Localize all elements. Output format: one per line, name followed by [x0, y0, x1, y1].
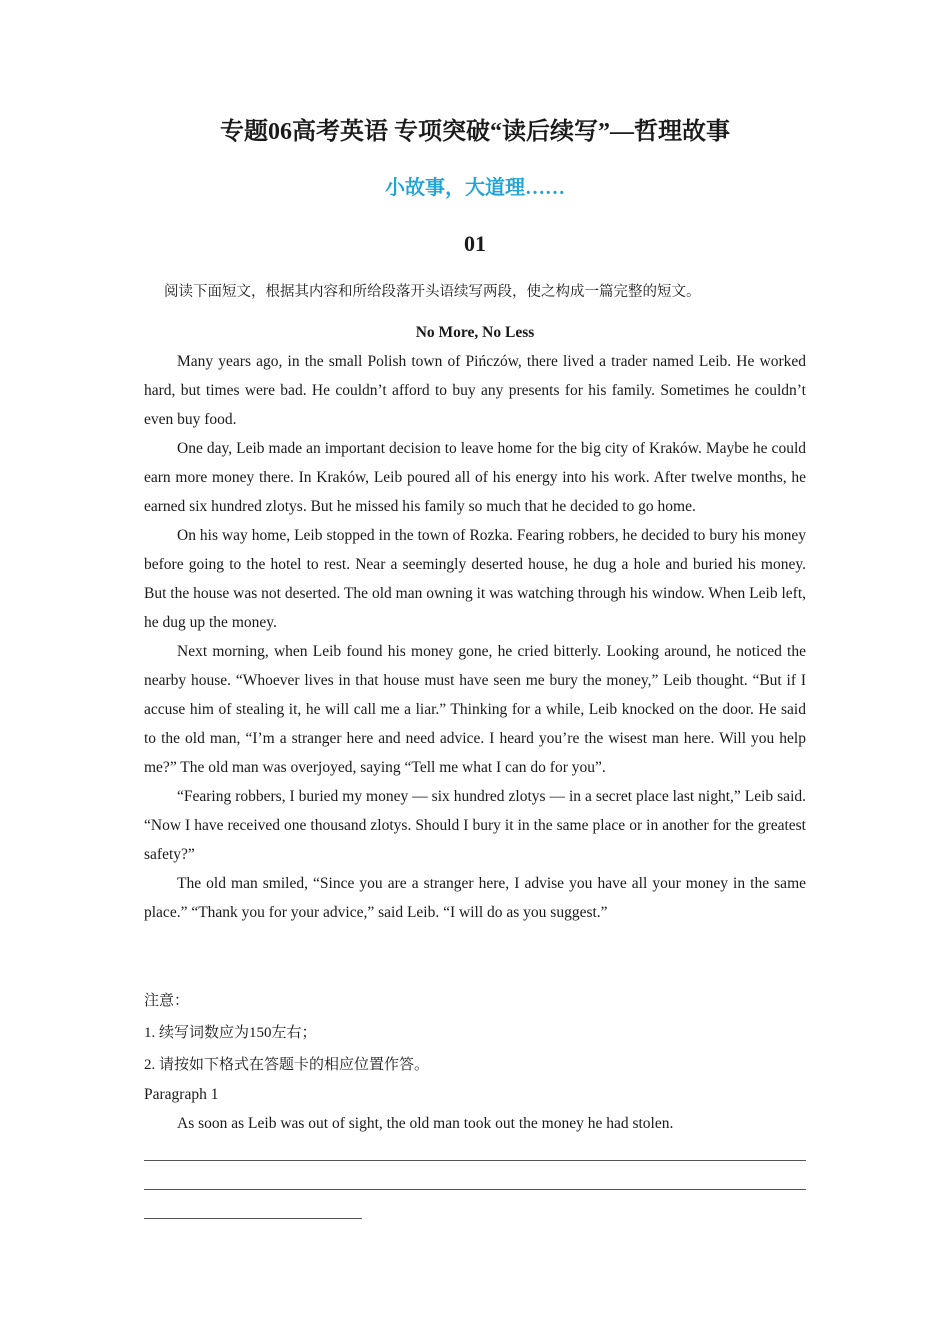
notes-heading: 注意：	[144, 993, 190, 1009]
answer-line	[144, 1218, 362, 1219]
answer-line	[144, 1160, 806, 1161]
note-item: 1. 续写词数应为150左右；	[144, 1025, 317, 1041]
note-item: 2. 请按如下格式在答题卡的相应位置作答。	[144, 1057, 430, 1073]
story-paragraph: “Fearing robbers, I buried my money — six hundred zlotys — in a secret place last night,” Leib said. “Now I have received one thousand zlotys. Should I bury it in the same place or in another for the greatest safety?”	[144, 788, 806, 863]
story-paragraph: One day, Leib made an important decision to leave home for the big city of Kraków. Maybe he could earn more money there. In Kraków, Leib poured all of his energy into his work. After twelve months, he earned six hundred zlotys. But he missed his family so much that he decided to go home.	[144, 440, 806, 515]
paragraph-label: Paragraph 1	[144, 1086, 219, 1103]
story-paragraph: Many years ago, in the small Polish town of Pińczów, there lived a trader named Leib. He worked hard, but times were bad. He couldn’t afford to buy any presents for his family. Sometimes he couldn’t even buy food.	[144, 353, 806, 428]
task-instruction: 阅读下面短文，根据其内容和所给段落开头语续写两段，使之构成一篇完整的短文。	[164, 284, 701, 300]
page-title: 专题06高考英语 专项突破“读后续写”—哲理故事	[220, 119, 730, 145]
section-number: 01	[464, 231, 486, 256]
notes-section	[144, 985, 806, 1081]
page-subtitle: 小故事，大道理……	[385, 177, 565, 199]
paragraph-start-sentence: As soon as Leib was out of sight, the old man took out the money he had stolen.	[177, 1115, 674, 1132]
story-paragraph: Next morning, when Leib found his money gone, he cried bitterly. Looking around, he noticed the nearby house. “Whoever lives in that house must have seen me bury the money,” Leib thought. “But if I accuse him of stealing it, he will call me a liar.” Thinking for a while, Leib knocked on the door. He said to the old man, “I’m a stranger here and need advice. I heard you’re the wisest man here. Will you help me?” The old man was overjoyed, saying “Tell me what I can do for you”.	[144, 643, 806, 776]
story-title: No More, No Less	[415, 324, 535, 341]
answer-line	[144, 1189, 806, 1190]
story-paragraph: The old man smiled, “Since you are a stranger here, I advise you have all your money in the same place.” “Thank you for your advice,” said Leib. “I will do as you suggest.”	[144, 875, 806, 921]
story-paragraph: On his way home, Leib stopped in the town of Rozka. Fearing robbers, he decided to bury his money before going to the hotel to rest. Near a seemingly deserted house, he dug a hole and buried his money. But the house was not deserted. The old man owning it was watching through his window. When Leib left, he dug up the money.	[144, 527, 806, 631]
story-body	[144, 347, 806, 927]
